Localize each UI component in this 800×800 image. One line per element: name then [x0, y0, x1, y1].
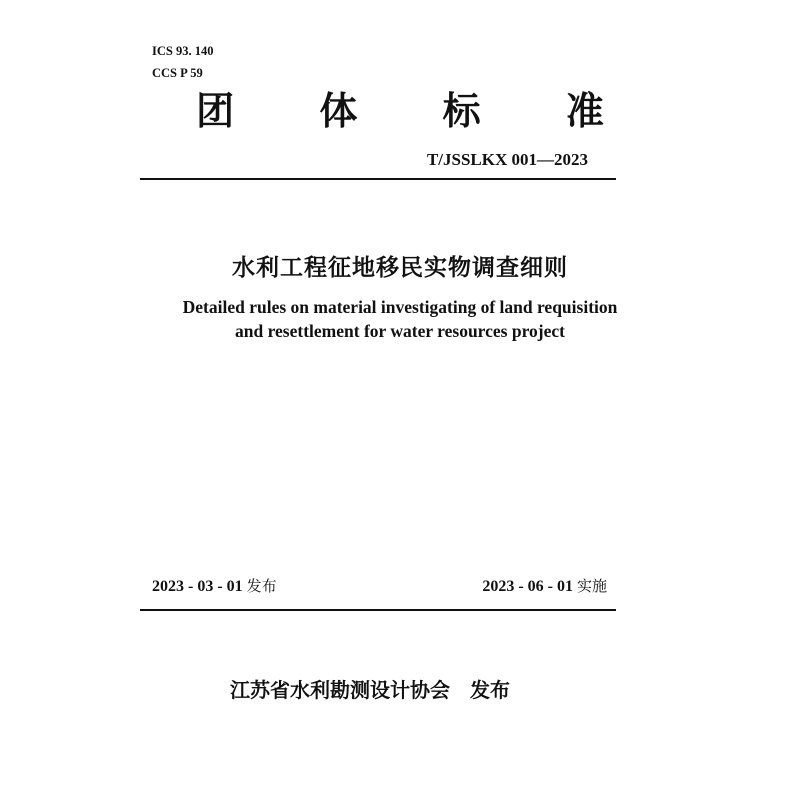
document-title-english — [0, 295, 800, 343]
implementation-date-line — [482, 575, 607, 596]
standard-number: T/JSSLKX 001—2023 — [426, 150, 588, 169]
publisher-organization: 江苏省水利勘测设计协会 — [230, 678, 450, 702]
standard-type-title: 团 体 标 准 — [196, 89, 640, 133]
ics-code: ICS 93. 140 — [152, 44, 214, 58]
implementation-label: 实施 — [576, 577, 607, 595]
issue-date: 2023 - 03 - 01 — [152, 578, 243, 595]
english-title-line-2: and resettlement for water resources project — [235, 321, 565, 341]
top-divider — [140, 178, 616, 180]
implementation-date: 2023 - 06 - 01 — [482, 578, 573, 595]
classification-codes — [152, 40, 213, 84]
bottom-divider — [140, 609, 616, 611]
ccs-code: CCS P 59 — [152, 66, 203, 80]
issue-label: 发布 — [246, 577, 277, 595]
document-title-chinese: 水利工程征地移民实物调查细则 — [232, 255, 568, 281]
publisher-line — [230, 674, 510, 703]
publisher-action: 发布 — [470, 678, 510, 702]
issue-date-line — [152, 575, 277, 596]
english-title-line-1: Detailed rules on material investigating of land requisition — [182, 297, 618, 317]
